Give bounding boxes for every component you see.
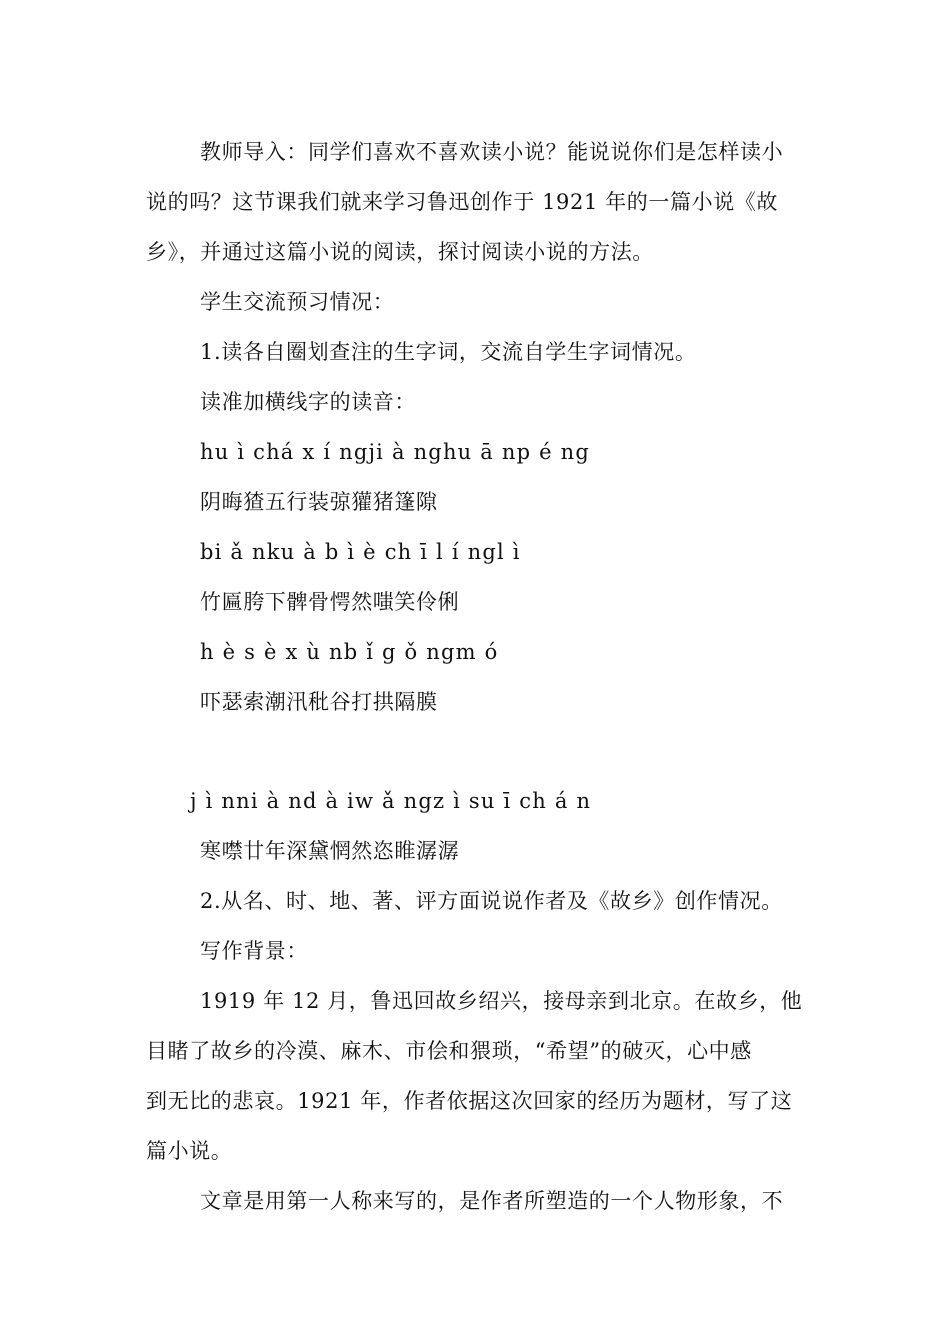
read-heading: 读准加横线字的读音： (200, 390, 416, 414)
intro-line-3: 乡》，并通过这篇小说的阅读，探讨阅读小说的方法。 (146, 240, 654, 264)
background-line-2: 目睹了故乡的冷漠、麻木、市侩和猥琐，“希望”的破灭，心中感 (146, 1039, 752, 1063)
background-heading: 写作背景： (200, 939, 308, 963)
background-line-1: 1919 年 12 月，鲁迅回故乡绍兴，接母亲到北京。在故乡，他 (200, 989, 803, 1013)
item-2: 2.从名、时、地、著、评方面说说作者及《故乡》创作情况。 (200, 889, 783, 913)
chars-line-3: 吓瑟索潮汛秕谷打拱隔膜 (200, 690, 438, 714)
item-1: 1.读各自圈划查注的生字词，交流自学生字词情况。 (200, 340, 697, 364)
chars-line-1: 阴晦猹五行装弶獾猪篷隙 (200, 490, 438, 514)
background-line-3: 到无比的悲哀。1921 年，作者依据这次回家的经历为题材，写了这 (146, 1089, 793, 1113)
background-line-4: 篇小说。 (146, 1139, 233, 1163)
last-line: 文章是用第一人称来写的，是作者所塑造的一个人物形象，不 (200, 1189, 784, 1213)
intro-line-2: 说的吗？这节课我们就来学习鲁迅创作于 1921 年的一篇小说《故 (146, 190, 778, 214)
intro-line-1: 教师导入：同学们喜欢不喜欢读小说？能说说你们是怎样读小 (200, 140, 784, 164)
pinyin-line-3: h è s è x ù nb ǐ g ǒ ngm ó (200, 640, 499, 664)
preview-heading: 学生交流预习情况： (200, 290, 395, 314)
pinyin-line-2: bi ǎ nku à b ì è ch ī l í ngl ì (200, 540, 521, 564)
chars-line-2: 竹匾胯下髀骨愕然嗤笑伶俐 (200, 590, 460, 614)
pinyin-line-1: hu ì chá x í ngji à nghu ā np é ng (200, 440, 590, 464)
pinyin-line-4: j ì nni à nd à iw ǎ ngz ì su ī ch á n (190, 789, 592, 813)
chars-line-4: 寒噤廿年深黛惘然恣睢潺潺 (200, 839, 460, 863)
